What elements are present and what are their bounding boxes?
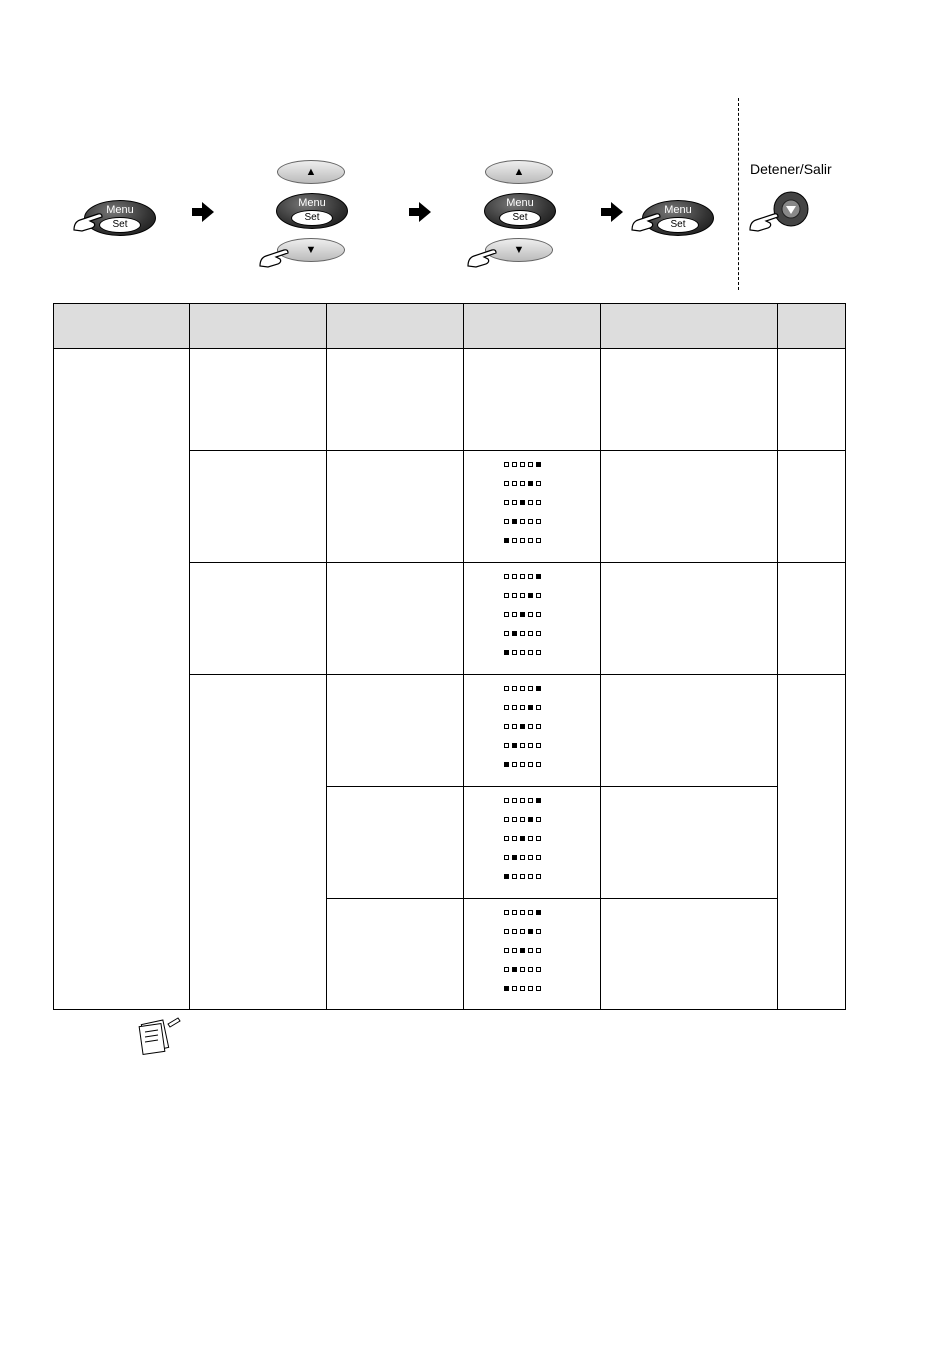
menu-set-button-3[interactable] — [484, 193, 556, 229]
level-row — [504, 574, 541, 579]
header-cell — [190, 304, 327, 349]
table-cell — [190, 675, 327, 1010]
level-square — [504, 724, 509, 729]
settings-table — [53, 303, 846, 1010]
level-square — [536, 967, 541, 972]
table-cell — [190, 563, 327, 675]
level-square — [520, 593, 525, 598]
level-square — [512, 762, 517, 767]
level-row — [504, 538, 541, 543]
level-square — [536, 798, 541, 803]
level-indicator — [504, 574, 541, 669]
level-square — [512, 836, 517, 841]
level-square — [536, 986, 541, 991]
level-square — [536, 948, 541, 953]
level-square — [512, 631, 517, 636]
table-cell — [601, 675, 778, 787]
level-square — [512, 798, 517, 803]
table-row — [54, 349, 846, 451]
level-cell — [464, 787, 601, 899]
level-square — [528, 705, 533, 710]
level-square — [536, 836, 541, 841]
table-cell — [327, 349, 464, 451]
level-square — [528, 762, 533, 767]
level-square — [520, 967, 525, 972]
level-square — [504, 855, 509, 860]
level-square — [536, 686, 541, 691]
level-square — [528, 519, 533, 524]
level-square — [536, 593, 541, 598]
level-square — [512, 574, 517, 579]
table-cell — [327, 451, 464, 563]
table-cell — [327, 675, 464, 787]
level-row — [504, 462, 541, 467]
level-square — [520, 724, 525, 729]
level-square — [520, 612, 525, 617]
level-square — [528, 798, 533, 803]
level-square — [512, 874, 517, 879]
table-cell — [190, 451, 327, 563]
level-square — [528, 538, 533, 543]
header-cell — [778, 304, 846, 349]
level-square — [520, 500, 525, 505]
level-square — [512, 724, 517, 729]
level-square — [536, 743, 541, 748]
level-indicator — [504, 798, 541, 893]
level-square — [536, 910, 541, 915]
level-cell — [464, 451, 601, 563]
header-cell — [327, 304, 464, 349]
level-square — [528, 817, 533, 822]
level-square — [528, 686, 533, 691]
level-indicator — [504, 686, 541, 781]
level-square — [528, 593, 533, 598]
table-cell — [54, 349, 190, 1010]
table-cell — [601, 451, 778, 563]
level-square — [536, 705, 541, 710]
level-square — [520, 481, 525, 486]
level-square — [520, 798, 525, 803]
table-cell — [601, 349, 778, 451]
level-square — [520, 574, 525, 579]
level-square — [528, 650, 533, 655]
level-square — [528, 929, 533, 934]
level-row — [504, 593, 541, 598]
set-label: Set — [99, 217, 141, 233]
hand-pointer-icon — [72, 210, 106, 232]
level-square — [528, 500, 533, 505]
level-square — [536, 855, 541, 860]
level-square — [528, 948, 533, 953]
hand-pointer-icon — [258, 246, 292, 268]
level-row — [504, 686, 541, 691]
up-arrow-icon: ▲ — [305, 166, 317, 178]
level-row — [504, 743, 541, 748]
arrow-right-icon — [192, 202, 214, 222]
level-square — [504, 500, 509, 505]
level-square — [504, 519, 509, 524]
level-square — [512, 929, 517, 934]
level-square — [512, 612, 517, 617]
table-cell — [778, 563, 846, 675]
level-square — [520, 929, 525, 934]
table-cell — [464, 349, 601, 451]
menu-label: Menu — [506, 197, 534, 209]
level-square — [520, 705, 525, 710]
stop-label: Detener/Salir — [750, 161, 832, 177]
header-cell — [464, 304, 601, 349]
level-square — [520, 519, 525, 524]
level-square — [512, 650, 517, 655]
level-square — [512, 743, 517, 748]
level-square — [528, 855, 533, 860]
level-square — [504, 948, 509, 953]
level-square — [504, 817, 509, 822]
table-cell — [327, 787, 464, 899]
level-square — [504, 929, 509, 934]
level-square — [512, 948, 517, 953]
level-square — [520, 743, 525, 748]
level-square — [528, 836, 533, 841]
level-square — [512, 481, 517, 486]
arrow-right-icon — [601, 202, 623, 222]
table-cell — [601, 787, 778, 899]
table-cell — [778, 675, 846, 1010]
level-square — [504, 481, 509, 486]
level-square — [504, 874, 509, 879]
level-square — [536, 724, 541, 729]
level-square — [520, 462, 525, 467]
level-square — [512, 855, 517, 860]
table-cell — [778, 349, 846, 451]
level-square — [512, 538, 517, 543]
level-square — [536, 650, 541, 655]
level-row — [504, 650, 541, 655]
level-square — [504, 967, 509, 972]
table-header-row — [54, 304, 846, 349]
level-indicator — [504, 462, 541, 557]
table-cell — [601, 563, 778, 675]
level-row — [504, 500, 541, 505]
down-arrow-icon: ▼ — [513, 244, 525, 256]
up-button[interactable] — [277, 160, 345, 184]
level-square — [520, 874, 525, 879]
level-square — [528, 967, 533, 972]
level-row — [504, 519, 541, 524]
level-square — [536, 817, 541, 822]
level-square — [536, 538, 541, 543]
level-row — [504, 855, 541, 860]
table-cell — [778, 451, 846, 563]
level-square — [528, 612, 533, 617]
level-row — [504, 762, 541, 767]
level-square — [536, 631, 541, 636]
menu-label: Menu — [106, 204, 134, 216]
level-square — [536, 519, 541, 524]
level-square — [528, 910, 533, 915]
level-row — [504, 612, 541, 617]
level-row — [504, 948, 541, 953]
level-square — [536, 612, 541, 617]
level-row — [504, 631, 541, 636]
level-square — [528, 986, 533, 991]
level-cell — [464, 675, 601, 787]
level-square — [504, 631, 509, 636]
table-cell — [190, 349, 327, 451]
level-square — [512, 462, 517, 467]
level-square — [512, 705, 517, 710]
level-square — [520, 686, 525, 691]
level-row — [504, 481, 541, 486]
level-square — [512, 500, 517, 505]
level-square — [504, 705, 509, 710]
level-square — [528, 481, 533, 486]
level-row — [504, 798, 541, 803]
level-row — [504, 705, 541, 710]
level-square — [536, 874, 541, 879]
level-square — [504, 574, 509, 579]
level-square — [520, 650, 525, 655]
level-square — [512, 686, 517, 691]
level-square — [504, 743, 509, 748]
level-cell — [464, 899, 601, 1010]
up-arrow-icon: ▲ — [513, 166, 525, 178]
table-cell — [327, 899, 464, 1010]
menu-set-button-2[interactable] — [276, 193, 348, 229]
level-square — [512, 967, 517, 972]
header-cell — [54, 304, 190, 349]
level-square — [536, 929, 541, 934]
level-square — [528, 631, 533, 636]
level-square — [504, 538, 509, 543]
up-button[interactable] — [485, 160, 553, 184]
set-label: Set — [657, 217, 699, 233]
level-square — [536, 762, 541, 767]
note-pencil-icon — [138, 1016, 182, 1056]
level-square — [512, 986, 517, 991]
level-square — [528, 743, 533, 748]
level-square — [504, 462, 509, 467]
hand-pointer-icon — [630, 210, 664, 232]
level-square — [520, 762, 525, 767]
table-cell — [601, 899, 778, 1010]
level-square — [520, 986, 525, 991]
level-square — [504, 762, 509, 767]
level-square — [504, 910, 509, 915]
level-row — [504, 724, 541, 729]
level-square — [504, 836, 509, 841]
level-square — [520, 836, 525, 841]
level-square — [536, 500, 541, 505]
level-square — [512, 910, 517, 915]
level-square — [504, 612, 509, 617]
dashed-separator — [738, 98, 739, 290]
level-row — [504, 967, 541, 972]
level-square — [528, 874, 533, 879]
level-square — [536, 481, 541, 486]
hand-pointer-icon — [748, 210, 782, 232]
menu-label: Menu — [298, 197, 326, 209]
header-cell — [601, 304, 778, 349]
level-square — [512, 817, 517, 822]
table-cell — [327, 563, 464, 675]
level-square — [536, 462, 541, 467]
menu-label: Menu — [664, 204, 692, 216]
level-square — [520, 855, 525, 860]
level-square — [520, 817, 525, 822]
level-row — [504, 929, 541, 934]
level-square — [520, 631, 525, 636]
level-square — [528, 574, 533, 579]
level-square — [504, 798, 509, 803]
level-square — [520, 910, 525, 915]
level-row — [504, 986, 541, 991]
arrow-right-icon — [409, 202, 431, 222]
level-square — [512, 519, 517, 524]
level-cell — [464, 563, 601, 675]
level-square — [520, 948, 525, 953]
level-row — [504, 910, 541, 915]
level-square — [528, 724, 533, 729]
down-arrow-icon: ▼ — [305, 244, 317, 256]
level-square — [520, 538, 525, 543]
level-square — [536, 574, 541, 579]
set-label: Set — [291, 210, 333, 226]
set-label: Set — [499, 210, 541, 226]
level-square — [504, 686, 509, 691]
level-square — [504, 593, 509, 598]
level-square — [504, 986, 509, 991]
level-row — [504, 817, 541, 822]
level-square — [504, 650, 509, 655]
level-indicator — [504, 910, 541, 1005]
level-row — [504, 874, 541, 879]
level-row — [504, 836, 541, 841]
level-square — [512, 593, 517, 598]
level-square — [528, 462, 533, 467]
hand-pointer-icon — [466, 246, 500, 268]
